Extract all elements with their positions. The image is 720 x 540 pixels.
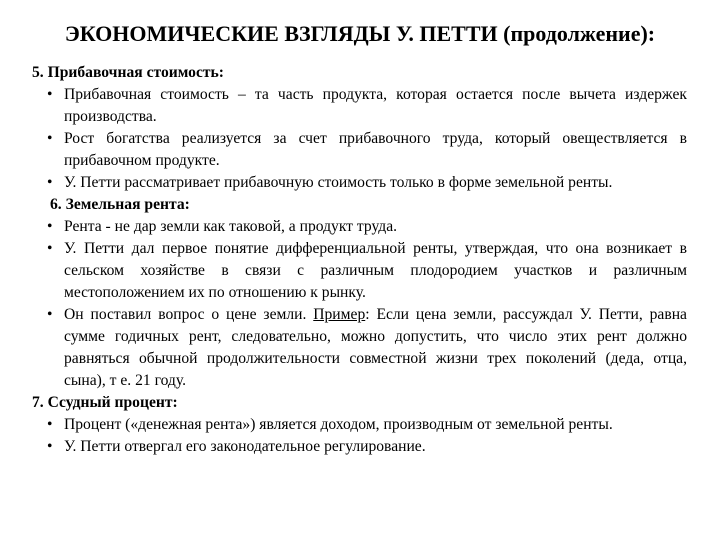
list-item: • У. Петти дал первое понятие дифференциальной ренты, утверждая, что она возникает в сельском хозяйстве в связи с различным плодородием участков и различным местоположением их по отношению к рынку. <box>47 240 687 301</box>
bullet-list-loan-interest <box>32 414 687 458</box>
list-item: • Рост богатства реализуется за счет прибавочного труда, который овеществляется в прибавочном продукте. <box>47 130 687 169</box>
list-item: • Прибавочная стоимость – та часть продукта, которая остается после вычета издержек производства. <box>47 86 687 125</box>
slide-content <box>32 62 687 458</box>
bullet-icon: • <box>47 86 53 103</box>
example-label: Пример <box>313 306 366 323</box>
list-item: • У. Петти рассматривает прибавочную стоимость только в форме земельной ренты. <box>32 172 687 194</box>
bullet-icon: • <box>47 130 53 147</box>
bullet-icon: • <box>47 174 53 191</box>
list-item: • Процент («денежная рента») является доходом, производным от земельной ренты. <box>32 414 687 436</box>
section-heading-land-rent: 6. Земельная рента: <box>50 196 190 213</box>
list-item: • У. Петти отвергал его законодательное регулирование. <box>32 436 687 458</box>
slide-title: ЭКОНОМИЧЕСКИЕ ВЗГЛЯДЫ У. ПЕТТИ (продолжение): <box>64 21 656 46</box>
list-item: • Рента - не дар земли как таковой, а продукт труда. <box>32 216 687 238</box>
bullet-icon: • <box>47 240 53 257</box>
section-heading-loan-interest: 7. Ссудный процент: <box>32 394 178 411</box>
bullet-icon: • <box>47 438 53 455</box>
bullet-icon: • <box>47 306 53 323</box>
bullet-list-land-rent <box>32 216 687 392</box>
bullet-list-surplus-value <box>32 84 687 194</box>
section-heading-surplus-value: 5. Прибавочная стоимость: <box>32 64 224 81</box>
list-item: • Он поставил вопрос о цене земли. Пример: Если цена земли, рассуждал У. Петти, равна сумме годичных рент, следовательно, можно допустить, что число этих рент должно равняться обычной продолжительности совместной жизни трех поколений (деда, отца, сына), т е. 21 году. <box>47 306 687 389</box>
bullet-icon: • <box>47 416 53 433</box>
bullet-icon: • <box>47 218 53 235</box>
